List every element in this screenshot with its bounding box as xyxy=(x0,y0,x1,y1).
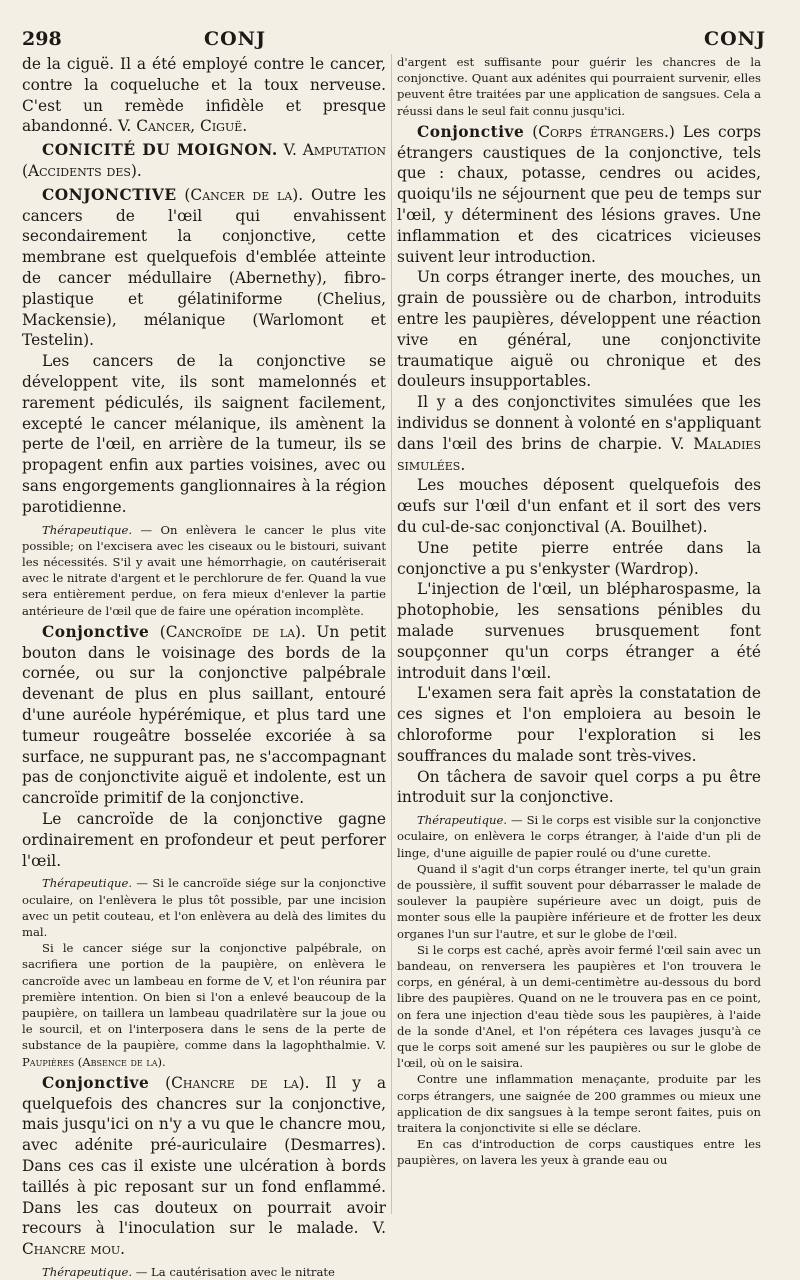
paragraph: L'injection de l'œil, un blépharospasme, la photophobie, les sensations pénibles du malade survenues brusquement font soupçonner qu'un corps étranger a été introduit dans l'œil. xyxy=(397,580,761,682)
therapeutique-text: — Si le cancroïde siége sur la conjonctive oculaire, on l'enlèvera le plus tôt possible, par une incision avec un petit couteau, et l'on enlèvera au delà des limites du mal. xyxy=(22,876,386,939)
entry-headword: CONICITÉ DU MOIGNON. xyxy=(42,141,278,160)
entry-headword: CONJONCTIVE xyxy=(42,185,177,204)
page-header xyxy=(22,28,778,50)
cross-reference: Chancre mou. xyxy=(22,1240,126,1259)
paragraph: Les cancers de la conjonctive se développent vite, ils sont mamelonnés et rarement pédiculés, ils saignent facilement, excepté le cancer mélanique, ils amènent la perte de l'œil, en arrière de la tumeur, ils se propagent enfin aux parties voisines, avec ou sans engorgements ganglionnaires à la région parotidienne. xyxy=(22,352,386,516)
entry-subheading: (Cancroïde de la). xyxy=(149,622,317,641)
entry-text: Il y a quelquefois des chancres sur la conjonctive, mais jusqu'ici on n'y a vu que le chancre mou, avec adénite pré-auriculaire (Desmarres). Dans ces cas il existe une ulcération à bords taillés à pic reposant sur un fond enflammé. Dans les cas douteux on pourrait avoir recours à l'inoculation sur le malade. V. xyxy=(22,1073,386,1238)
therapeutique-label: Thérapeutique. xyxy=(42,522,133,537)
paragraph: Une petite pierre entrée dans la conjonctive a pu s'enkyster (Wardrop). xyxy=(397,538,761,578)
therapeutique-paragraph xyxy=(397,812,761,861)
therapeutique-label: Thérapeutique. xyxy=(42,1264,133,1279)
therapeutique-paragraph xyxy=(22,940,386,1070)
entry-continuation-text: de la ciguë. Il a été employé contre le cancer, contre la coqueluche et la toux nerveuse. C'est un remède infidèle et presque abandonné. V. xyxy=(22,55,386,136)
entry-continuation xyxy=(22,54,386,137)
paragraph-text: Il y a des conjonctivites simulées que les individus se donnent à volonté en s'appliquant dans l'œil des brins de charpie. V. xyxy=(397,393,761,453)
entry-subheading: (Chancre de la). xyxy=(149,1073,326,1092)
paragraph: On tâchera de savoir quel corps a pu être introduit sur la conjonctive. xyxy=(397,767,761,807)
therapeutique-paragraph: Si le corps est caché, après avoir fermé l'œil sain avec un bandeau, on renversera les paupières et l'on trouvera le corps, en général, à un demi-centimètre au-dessous du bord libre des paupières. Quand on ne le trouvera pas en ce point, on fera une injection d'eau tiède sous les paupières, à l'aide de la sonde d'Anel, et l'on répétera ces lavages jusqu'à ce que le corps soit amené sur les paupières ou sur le globe de l'œil, où on le saisira. xyxy=(397,942,761,1071)
paragraph: L'examen sera fait après la constatation de ces signes et l'on emploiera au besoin le chloroforme pour l'exploration si les souffrances du malade sont très-vives. xyxy=(397,684,761,765)
entry-subheading: (Cancer de la). xyxy=(176,185,312,204)
paragraph xyxy=(397,392,761,475)
entry-subheading: (Corps étrangers.) xyxy=(524,122,683,141)
therapeutique-paragraph: Contre une inflammation menaçante, produite par les corps étrangers, une saignée de 200 grammes ou mieux une application de dix sangsues à la tempe seront faites, puis on traitera la conjonctivite si elle se déclare. xyxy=(397,1072,761,1135)
column-divider xyxy=(391,54,392,1214)
therapeutique-paragraph xyxy=(22,522,386,619)
paragraph: Un corps étranger inerte, des mouches, un grain de poussière ou de charbon, introduits entre les paupières, développent une réaction vive en général, une conjonctivite traumatique aiguë ou chronique et des douleurs insupportables. xyxy=(397,268,761,391)
entry-conjonctive-corps-etrangers xyxy=(397,122,761,268)
entry-headword: Conjonctive xyxy=(42,622,150,641)
entry-conjonctive-cancer xyxy=(22,185,386,351)
entry-headword: Conjonctive xyxy=(42,1073,150,1092)
therapeutique-text: — La cautérisation avec le nitrate xyxy=(132,1264,335,1279)
running-head-right: CONJ xyxy=(703,28,766,50)
entry-headword: Conjonctive xyxy=(417,122,525,141)
paragraph: Le cancroïde de la conjonctive gagne ordinairement en profondeur et peut perforer l'œil. xyxy=(22,809,386,870)
left-column xyxy=(22,54,386,1280)
entry-conjonctive-chancre xyxy=(22,1073,386,1260)
therapeutique-text: — On enlèvera le cancer le plus vite possible; on l'excisera avec les ciseaux ou le bistouri, suivant les nécessités. S'il y avait une hémorrhagie, on cautériserait avec le nitrate d'argent et le perchlorure de fer. Quand la vue sera entièrement perdue, on fera mieux d'enlever la partie antérieure de l'œil que de faire une opération incomplète. xyxy=(22,522,386,618)
right-column xyxy=(397,54,761,1169)
therapeutique-label: Thérapeutique. xyxy=(417,813,508,828)
therapeutique-text: Si le cancer siége sur la conjonctive palpébrale, on sacrifiera une portion de la paupière, on enlèvera le cancroïde avec un lambeau en forme de V, et l'on réunira par première intention. On bien si l'on a enlevé beaucoup de la paupière, on taillera un lambeau quadrilatère sur la joue ou le sourcil, et on l'interposera dans le sens de la perte de substance de la paupière, comme dans la lagophthalmie. V. xyxy=(22,941,386,1053)
therapeutique-paragraph: En cas d'introduction de corps caustiques entre les paupières, on lavera les yeux à grande eau ou xyxy=(397,1137,761,1168)
therapeutique-label: Thérapeutique. xyxy=(42,876,133,891)
see-also-marker: V. xyxy=(277,141,303,160)
therapeutique-continuation: d'argent est suffisante pour guérir les chancres de la conjonctive. Quant aux adénites qui pourraient survenir, elles peuvent être traitées par une application de sangsues. Cela a réussi dans le seul fait connu jusqu'ici. xyxy=(397,55,761,118)
therapeutique-text: — Si le corps est visible sur la conjonctive oculaire, on enlèvera le corps étranger, à l'aide d'un pli de linge, d'une aiguille de papier roulé ou d'une curette. xyxy=(397,813,761,860)
entry-conicite xyxy=(22,140,386,182)
therapeutique-paragraph: Quand il s'agit d'un corps étranger inerte, tel qu'un grain de poussière, il suffit souvent pour débarrasser le malade de soulever la paupière supérieure avec un doigt, puis de monter sous elle la paupière inférieure et de frotter les deux organes l'un sur l'autre, et sur le globe de l'œil. xyxy=(397,861,761,941)
entry-text: Un petit bouton dans le voisinage des bords de la cornée, ou sur la conjonctive palpébrale devenant de plus en plus saillant, entouré d'une auréole hypérémique, et plus tard une tumeur rougeâtre bosselée excoriée à sa surface, ne suppurant pas, ne s'accompagnant pas de conjonctivite aiguë et indolente, est un cancroïde primitif de la conjonctive. xyxy=(22,622,386,808)
cross-reference: Maladies simulées. xyxy=(397,434,761,474)
page-number: 298 xyxy=(22,28,62,50)
cross-reference: Paupières (Absence de la). xyxy=(22,1054,166,1069)
paragraph: Les mouches déposent quelquefois des œufs sur l'œil d'un enfant et il sort des vers du cul-de-sac conjonctival (A. Bouilhet). xyxy=(397,476,761,536)
cross-reference: Cancer, Ciguë. xyxy=(136,117,248,136)
therapeutique-paragraph xyxy=(22,875,386,940)
therapeutique-paragraph xyxy=(22,1264,386,1280)
cross-reference: Amputation (Accidents des). xyxy=(22,141,386,180)
entry-text: Les corps étrangers caustiques de la conjonctive, tels que : chaux, potasse, cendres ou acides, quoiqu'ils ne séjournent que peu de temps sur l'œil, y déterminent des lésions graves. Une inflammation et des cicatrices vicieuses suivent leur introduction. xyxy=(397,122,761,266)
entry-text: Outre les cancers de l'œil qui envahissent secondairement la conjonctive, cette membrane est quelquefois d'emblée atteinte de cancer médullaire (Abernethy), fibro-plastique et gélatiniforme (Chelius, Mackensie), mélanique (Warlomont et Testelin). xyxy=(22,185,386,350)
running-head-left: CONJ xyxy=(204,28,267,50)
entry-conjonctive-cancroide xyxy=(22,622,386,809)
